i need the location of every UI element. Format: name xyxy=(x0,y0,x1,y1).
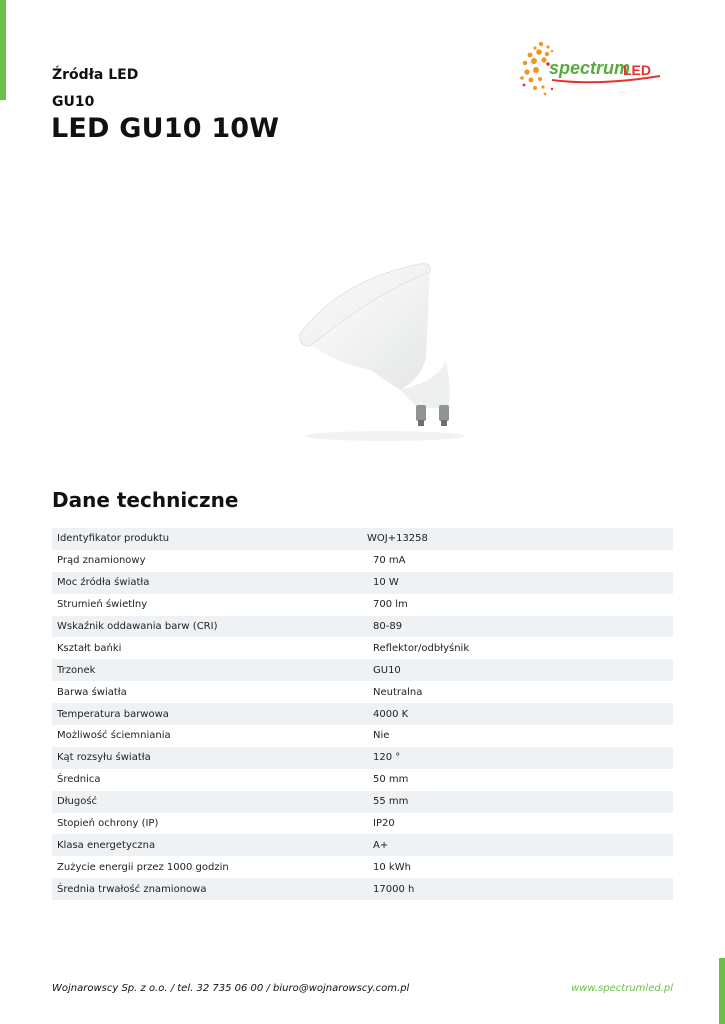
spec-value: 50 mm xyxy=(373,774,409,786)
spec-row xyxy=(52,703,673,725)
spec-value-cell xyxy=(367,594,673,616)
footer-website-link[interactable]: www.spectrumled.pl xyxy=(571,983,673,994)
logo-word: spectrum xyxy=(549,58,631,78)
spec-value: 700 lm xyxy=(373,599,408,611)
spec-row xyxy=(52,681,673,703)
gu10-bulb-image xyxy=(280,250,480,450)
spec-label: Strumień świetlny xyxy=(57,599,148,611)
spec-value-cell xyxy=(367,616,673,638)
spec-value: 70 mA xyxy=(373,555,406,567)
spec-label: Wskaźnik oddawania barw (CRI) xyxy=(52,616,367,638)
spec-value-cell xyxy=(367,878,673,900)
spec-value-cell xyxy=(367,659,673,681)
spec-value: WOJ+13258 xyxy=(367,533,428,545)
right-accent-bar xyxy=(719,958,725,1024)
spec-value-cell xyxy=(367,572,673,594)
spec-value-cell xyxy=(367,681,673,703)
spec-value: 55 mm xyxy=(373,796,409,808)
spec-value: 10 W xyxy=(373,577,399,589)
spec-value-cell xyxy=(367,528,673,550)
spec-value-cell xyxy=(367,637,673,659)
spec-value: Neutralna xyxy=(373,686,423,698)
spec-value-cell xyxy=(367,791,673,813)
spec-value-cell xyxy=(367,834,673,856)
spectrum-led-logo xyxy=(518,38,668,98)
spec-row xyxy=(52,856,673,878)
spec-label: Średnia trwałość znamionowa xyxy=(52,878,367,900)
spec-value: 17000 h xyxy=(373,883,415,895)
spec-label: Kształt bańki xyxy=(57,642,122,654)
spec-label: Kąt rozsyłu światła xyxy=(52,747,367,769)
spec-value: 10 kWh xyxy=(373,861,411,873)
spec-label: Możliwość ściemniania xyxy=(57,730,171,742)
spec-row xyxy=(52,528,673,550)
spec-row xyxy=(52,834,673,856)
section-title: Dane techniczne xyxy=(52,488,239,512)
spec-value: 120 ° xyxy=(373,752,401,764)
spec-label: Trzonek xyxy=(52,659,367,681)
footer-company: Wojnarowscy Sp. z o.o. / tel. 32 735 06 00 / biuro@wojnarowscy.com.pl xyxy=(52,983,410,994)
spec-value: A+ xyxy=(373,839,389,851)
spec-value-cell xyxy=(367,725,673,747)
product-category: Źródła LED xyxy=(52,67,139,83)
logo-suffix: LED xyxy=(623,62,651,78)
product-subcategory: GU10 xyxy=(52,94,95,110)
spec-row xyxy=(52,594,673,616)
spec-value: GU10 xyxy=(373,664,401,676)
spec-value: Reflektor/odbłyśnik xyxy=(373,642,470,654)
spec-table xyxy=(52,528,673,900)
spec-value: 4000 K xyxy=(373,708,409,720)
spec-value-cell xyxy=(367,856,673,878)
spec-row xyxy=(52,637,673,659)
spec-row xyxy=(52,725,673,747)
spec-row xyxy=(52,813,673,835)
spec-label: Identyfikator produktu xyxy=(52,528,367,550)
spec-value-cell xyxy=(367,550,673,572)
spec-row xyxy=(52,659,673,681)
spec-value: 80-89 xyxy=(373,621,403,632)
spec-value: Nie xyxy=(373,730,390,742)
page-title: LED GU10 10W xyxy=(51,113,280,144)
spec-label: Prąd znamionowy xyxy=(57,555,146,567)
spec-row xyxy=(52,616,673,638)
spec-label: Średnica xyxy=(57,774,101,786)
spec-label: Barwa światła xyxy=(57,686,127,698)
spec-label: Moc źródła światła xyxy=(52,572,367,594)
spec-value-cell xyxy=(367,813,673,835)
left-accent-bar xyxy=(0,0,6,100)
spec-value: IP20 xyxy=(373,818,395,830)
spec-row xyxy=(52,769,673,791)
spec-label: Stopień ochrony (IP) xyxy=(57,818,159,830)
spec-row xyxy=(52,791,673,813)
spec-label: Zużycie energii przez 1000 godzin xyxy=(57,861,229,873)
spec-value-cell xyxy=(367,769,673,791)
spec-row xyxy=(52,550,673,572)
spec-label: Temperatura barwowa xyxy=(52,703,367,725)
spec-value-cell xyxy=(367,703,673,725)
spec-row xyxy=(52,572,673,594)
spec-value-cell xyxy=(367,747,673,769)
spec-label: Klasa energetyczna xyxy=(52,834,367,856)
spec-row xyxy=(52,747,673,769)
spec-label: Długość xyxy=(52,791,367,813)
spec-row xyxy=(52,878,673,900)
